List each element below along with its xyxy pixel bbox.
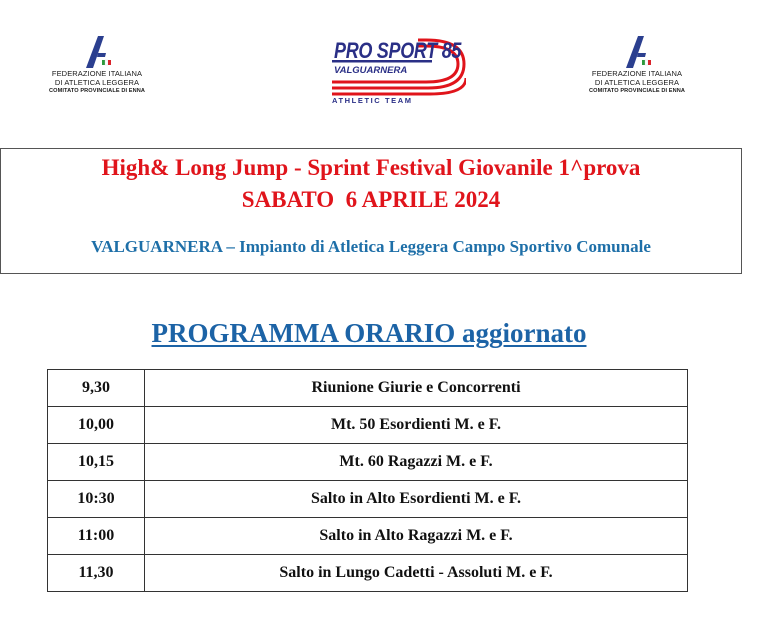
fidal-line-1: FEDERAZIONE ITALIANA bbox=[591, 69, 683, 78]
table-row bbox=[48, 481, 688, 518]
fidal-logo-left bbox=[22, 35, 172, 96]
prosport-town: VALGUARNERA bbox=[334, 65, 408, 76]
fidal-line-1: FEDERAZIONE ITALIANA bbox=[51, 69, 143, 78]
prosport-name: PRO SPORT 85 bbox=[334, 38, 462, 63]
table-row bbox=[48, 444, 688, 481]
prosport-logo bbox=[326, 38, 466, 108]
fidal-line-3: COMITATO PROVINCIALE DI ENNA bbox=[588, 88, 686, 94]
fidal-emblem-icon bbox=[82, 35, 112, 69]
time-cell: 9,30 bbox=[48, 370, 145, 407]
time-cell: 10,15 bbox=[48, 444, 145, 481]
event-cell: Salto in Alto Ragazzi M. e F. bbox=[145, 518, 688, 555]
event-cell: Mt. 60 Ragazzi M. e F. bbox=[145, 444, 688, 481]
event-cell: Salto in Alto Esordienti M. e F. bbox=[145, 481, 688, 518]
fidal-line-3: COMITATO PROVINCIALE DI ENNA bbox=[48, 88, 146, 94]
schedule-table bbox=[47, 369, 688, 592]
event-cell: Riunione Giurie e Concorrenti bbox=[145, 370, 688, 407]
prosport-team: ATHLETIC TEAM bbox=[332, 96, 413, 105]
event-header bbox=[0, 148, 742, 274]
table-row bbox=[48, 370, 688, 407]
fidal-line-2: DI ATLETICA LEGGERA bbox=[54, 78, 140, 87]
time-cell: 10:30 bbox=[48, 481, 145, 518]
event-venue: VALGUARNERA – Impianto di Atletica Leggera Campo Sportivo Comunale bbox=[91, 237, 651, 256]
fidal-logo-right bbox=[562, 35, 712, 96]
fidal-line-2: DI ATLETICA LEGGERA bbox=[594, 78, 680, 87]
table-row bbox=[48, 555, 688, 592]
program-title: PROGRAMMA ORARIO aggiornato bbox=[151, 318, 587, 348]
table-row bbox=[48, 407, 688, 444]
event-date: SABATO 6 APRILE 2024 bbox=[241, 187, 501, 212]
time-cell: 11:00 bbox=[48, 518, 145, 555]
event-cell: Salto in Lungo Cadetti - Assoluti M. e F. bbox=[145, 555, 688, 592]
table-row bbox=[48, 518, 688, 555]
time-cell: 11,30 bbox=[48, 555, 145, 592]
event-title: High& Long Jump - Sprint Festival Giovanile 1^prova bbox=[101, 155, 641, 180]
event-cell: Mt. 50 Esordienti M. e F. bbox=[145, 407, 688, 444]
fidal-emblem-icon bbox=[622, 35, 652, 69]
time-cell: 10,00 bbox=[48, 407, 145, 444]
